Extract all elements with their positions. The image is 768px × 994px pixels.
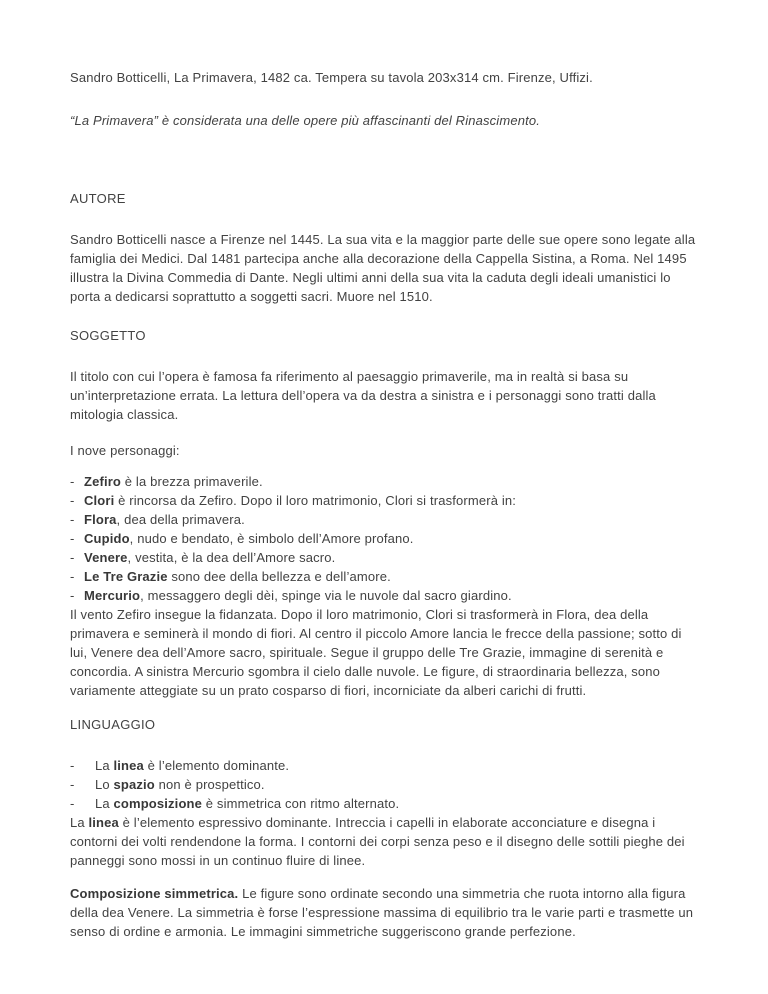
paragraph-text: è l’elemento espressivo dominante. Intreccia i capelli in elaborate acconciature e disegna i contorni dei volti rendendone la forma. I contorni dei corpi senza peso e il disegno delle sottili pieghe dei panneggi sono mossi in un continuo fluire di linee. [70, 815, 685, 868]
point-keyword: composizione [113, 796, 203, 811]
point-lead: Lo [95, 777, 114, 792]
point-lead: La [95, 758, 114, 773]
character-description: , dea della primavera. [116, 512, 245, 527]
point-keyword: spazio [113, 777, 155, 792]
character-item-mercurio [70, 586, 698, 605]
character-name: Clori [84, 493, 115, 508]
character-description: è la brezza primaverile. [121, 474, 263, 489]
character-item-zefiro [70, 472, 698, 491]
character-item-tre-grazie [70, 567, 698, 586]
character-name: Flora [84, 512, 117, 527]
character-description: , nudo e bendato, è simbolo dell’Amore profano. [129, 531, 414, 546]
point-text: è l’elemento dominante. [143, 758, 290, 773]
paragraph-text: Le figure sono ordinate secondo una simmetria che ruota intorno alla figura della dea Venere. La simmetria è forse l’espressione massima di equilibrio tra le varie parti e trasmette un senso di ordine e armonia. Le immagini simmetriche suggeriscono grande perfezione. [70, 886, 694, 939]
paragraph-lead: La [70, 815, 89, 830]
character-item-clori [70, 491, 698, 510]
character-item-venere [70, 548, 698, 567]
character-name: Venere [84, 550, 128, 565]
character-name: Le Tre Grazie [84, 569, 168, 584]
paragraph-keyword: linea [88, 815, 119, 830]
linguaggio-point-composizione [70, 794, 698, 813]
soggetto-description-paragraph: Il vento Zefiro insegue la fidanzata. Dopo il loro matrimonio, Clori si trasformerà in Flora, dea della primavera e seminerà il mondo di fiori. Al centro il piccolo Amore lancia le frecce della passione; sotto di lui, Venere dea dell’Amore sacro, spirituale. Segue il gruppo delle Tre Grazie, immagine di serenità e concordia. A sinistra Mercurio sgombra il cielo dalle nuvole. Le figure, di straordinaria bellezza, sono variamente atteggiate su un prato cosparso di fiori, incorniciate da alberi carichi di frutti. [70, 607, 682, 698]
intro-quote: “La Primavera” è considerata una delle opere più affascinanti del Rinascimento. [70, 113, 540, 128]
soggetto-intro-paragraph: Il titolo con cui l’opera è famosa fa riferimento al paesaggio primaverile, ma in realtà si basa su un’interpretazione errata. La lettura dell’opera va da destra a sinistra e i personaggi sono tratti dalla mitologia classica. [70, 369, 656, 422]
characters-label: I nove personaggi: [70, 443, 180, 458]
linea-paragraph [70, 813, 698, 870]
linguaggio-point-linea [70, 756, 698, 775]
character-item-flora [70, 510, 698, 529]
character-name: Cupido [84, 531, 130, 546]
character-description: è rincorsa da Zefiro. Dopo il loro matrimonio, Clori si trasformerà in: [114, 493, 517, 508]
character-description: , vestita, è la dea dell’Amore sacro. [127, 550, 336, 565]
character-item-cupido [70, 529, 698, 548]
paragraph-keyword: Composizione simmetrica. [70, 886, 239, 901]
composizione-paragraph [70, 884, 698, 941]
point-text: non è prospettico. [154, 777, 265, 792]
linguaggio-points-list [70, 756, 698, 813]
section-heading-soggetto: SOGGETTO [70, 328, 146, 343]
artwork-caption: Sandro Botticelli, La Primavera, 1482 ca. Tempera su tavola 203x314 cm. Firenze, Uffizi. [70, 70, 593, 85]
characters-list [70, 472, 698, 605]
character-description: , messaggero degli dèi, spinge via le nuvole dal sacro giardino. [140, 588, 512, 603]
section-heading-linguaggio: LINGUAGGIO [70, 717, 156, 732]
point-text: è simmetrica con ritmo alternato. [202, 796, 400, 811]
point-keyword: linea [113, 758, 144, 773]
point-lead: La [95, 796, 114, 811]
character-name: Zefiro [84, 474, 122, 489]
linguaggio-point-spazio [70, 775, 698, 794]
character-name: Mercurio [84, 588, 141, 603]
section-heading-autore: AUTORE [70, 191, 126, 206]
character-description: sono dee della bellezza e dell’amore. [167, 569, 391, 584]
autore-paragraph: Sandro Botticelli nasce a Firenze nel 1445. La sua vita e la maggior parte delle sue opere sono legate alla famiglia dei Medici. Dal 1481 partecipa anche alla decorazione della Cappella Sistina, a Roma. Nel 1495 illustra la Divina Commedia di Dante. Negli ultimi anni della sua vita la caduta degli ideali umanistici lo porta a dedicarsi soprattutto a soggetti sacri. Muore nel 1510. [70, 232, 696, 304]
